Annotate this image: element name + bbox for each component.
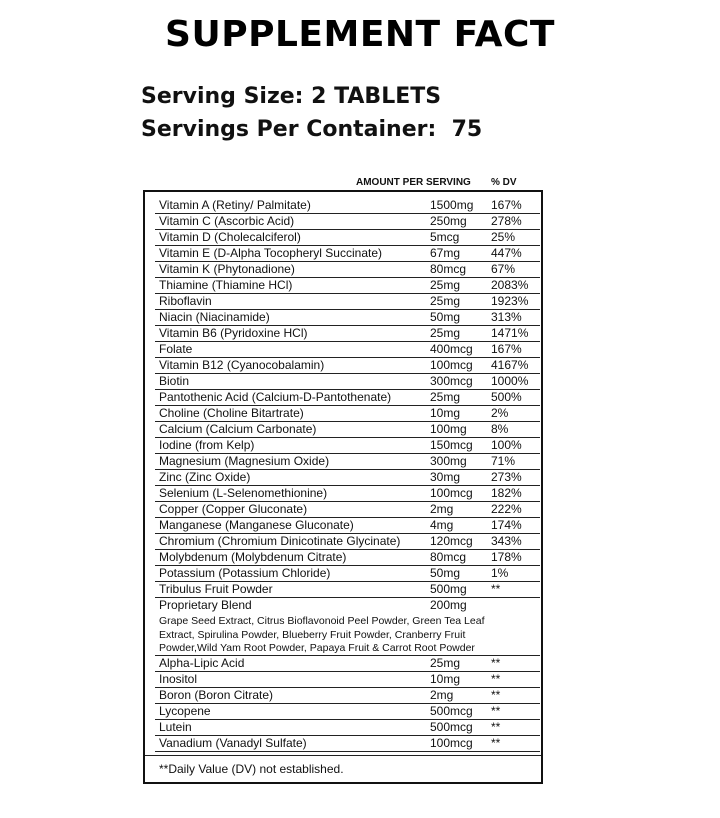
nutrient-amount: 500mg [430, 582, 467, 596]
table-row [155, 406, 540, 422]
daily-value-header: % DV [491, 177, 517, 188]
nutrient-name: Alpha-Lipic Acid [159, 656, 245, 670]
blend-ingredients-line: Grape Seed Extract, Citrus Bioflavonoid Peel Powder, Green Tea Leaf [159, 615, 485, 627]
page-title: SUPPLEMENT FACT [165, 14, 555, 55]
blend-ingredients-line: Powder,Wild Yam Root Powder, Papaya Fruit & Carrot Root Powder [159, 642, 475, 654]
table-row [155, 246, 540, 262]
nutrient-name: Vanadium (Vanadyl Sulfate) [159, 736, 307, 750]
nutrient-name: Vitamin A (Retiny/ Palmitate) [159, 198, 311, 212]
nutrient-amount: 1500mg [430, 198, 474, 212]
nutrient-amount: 30mg [430, 470, 461, 484]
nutrient-amount: 50mg [430, 566, 461, 580]
nutrient-amount: 120mcg [430, 534, 473, 548]
nutrient-name: Pantothenic Acid (Calcium-D-Pantothenate) [159, 390, 392, 404]
nutrient-daily-value: 167% [491, 198, 522, 212]
nutrient-amount: 25mg [430, 656, 461, 670]
nutrient-daily-value: ** [491, 720, 501, 734]
table-row [155, 720, 540, 736]
table-row [155, 566, 540, 582]
nutrient-name: Niacin (Niacinamide) [159, 310, 270, 324]
nutrient-daily-value: ** [491, 672, 501, 686]
nutrient-amount: 67mg [430, 246, 461, 260]
serving-size: Serving Size: 2 TABLETS [141, 84, 442, 109]
nutrient-daily-value: ** [491, 656, 501, 670]
table-row [155, 422, 540, 438]
nutrient-amount: 10mg [430, 406, 461, 420]
table-row [155, 342, 540, 358]
nutrient-amount: 300mcg [430, 374, 473, 388]
table-row [155, 390, 540, 406]
table-row [155, 582, 540, 598]
nutrient-daily-value: ** [491, 704, 501, 718]
table-row [155, 656, 540, 672]
nutrient-amount: 80mcg [430, 262, 467, 276]
nutrient-daily-value: 67% [491, 262, 516, 276]
nutrient-amount: 50mg [430, 310, 461, 324]
table-row [155, 688, 540, 704]
nutrient-amount: 400mcg [430, 342, 473, 356]
nutrient-daily-value: 8% [491, 422, 509, 436]
nutrient-name: Thiamine (Thiamine HCl) [159, 278, 293, 292]
nutrient-amount: 500mcg [430, 720, 473, 734]
nutrient-amount: 4mg [430, 518, 454, 532]
table-row [155, 310, 540, 326]
nutrient-daily-value: ** [491, 688, 501, 702]
nutrient-amount: 250mg [430, 214, 467, 228]
nutrient-name: Manganese (Manganese Gluconate) [159, 518, 354, 532]
nutrient-name: Potassium (Potassium Chloride) [159, 566, 331, 580]
nutrient-name: Vitamin B6 (Pyridoxine HCl) [159, 326, 308, 340]
nutrient-daily-value: 1471% [491, 326, 529, 340]
nutrient-amount: 25mg [430, 294, 461, 308]
table-row [155, 518, 540, 534]
nutrient-name: Magnesium (Magnesium Oxide) [159, 454, 330, 468]
nutrient-daily-value: 1% [491, 566, 509, 580]
table-row [155, 502, 540, 518]
nutrient-name: Choline (Choline Bitartrate) [159, 406, 304, 420]
servings-per-container: Servings Per Container: 75 [141, 117, 483, 142]
table-row [155, 704, 540, 720]
table-row [155, 736, 540, 752]
nutrient-name: Vitamin C (Ascorbic Acid) [159, 214, 295, 228]
amount-per-serving-header: AMOUNT PER SERVING [356, 177, 471, 188]
nutrient-name: Vitamin K (Phytonadione) [159, 262, 295, 276]
nutrient-daily-value: 343% [491, 534, 522, 548]
nutrient-daily-value: 222% [491, 502, 522, 516]
nutrient-daily-value: ** [491, 582, 501, 596]
nutrient-daily-value: 100% [491, 438, 522, 452]
table-row [155, 598, 540, 614]
footer-divider [145, 755, 541, 756]
nutrient-name: Inositol [159, 672, 198, 686]
nutrient-name: Boron (Boron Citrate) [159, 688, 274, 702]
nutrient-daily-value: ** [491, 736, 501, 750]
nutrient-daily-value: 1923% [491, 294, 529, 308]
nutrient-name: Vitamin D (Cholecalciferol) [159, 230, 301, 244]
blend-ingredients-line: Extract, Spirulina Powder, Blueberry Fruit Powder, Cranberry Fruit [159, 628, 466, 641]
nutrient-amount: 100mcg [430, 486, 473, 500]
table-row [155, 470, 540, 486]
table-row [155, 374, 540, 390]
table-row [155, 278, 540, 294]
nutrient-daily-value: 500% [491, 390, 522, 404]
nutrient-amount: 500mcg [430, 704, 473, 718]
footnote: **Daily Value (DV) not established. [159, 762, 344, 776]
nutrient-name: Zinc (Zinc Oxide) [159, 470, 251, 484]
nutrient-amount: 5mcg [430, 230, 460, 244]
nutrient-daily-value: 167% [491, 342, 522, 356]
table-row [155, 454, 540, 470]
nutrient-amount: 25mg [430, 326, 461, 340]
nutrient-name: Molybdenum (Molybdenum Citrate) [159, 550, 347, 564]
nutrient-amount: 150mcg [430, 438, 473, 452]
nutrient-daily-value: 1000% [491, 374, 529, 388]
facts-table [155, 198, 540, 752]
nutrient-name: Biotin [159, 374, 190, 388]
nutrient-name: Selenium (L-Selenomethionine) [159, 486, 328, 500]
nutrient-amount: 200mg [430, 598, 467, 612]
nutrient-daily-value: 174% [491, 518, 522, 532]
table-row [155, 486, 540, 502]
blend-ingredients [155, 614, 540, 656]
table-row [155, 198, 540, 214]
table-row [155, 358, 540, 374]
nutrient-daily-value: 273% [491, 470, 522, 484]
nutrient-daily-value: 2% [491, 406, 509, 420]
nutrient-daily-value: 313% [491, 310, 522, 324]
nutrient-name: Vitamin E (D-Alpha Tocopheryl Succinate) [159, 246, 382, 260]
nutrient-amount: 80mcg [430, 550, 467, 564]
table-row [155, 214, 540, 230]
nutrient-amount: 2mg [430, 688, 454, 702]
table-row [155, 230, 540, 246]
table-row [155, 294, 540, 310]
nutrient-name: Lutein [159, 720, 192, 734]
nutrient-name: Vitamin B12 (Cyanocobalamin) [159, 358, 325, 372]
nutrient-daily-value: 2083% [491, 278, 529, 292]
nutrient-amount: 100mg [430, 422, 467, 436]
nutrient-name: Iodine (from Kelp) [159, 438, 255, 452]
nutrient-amount: 2mg [430, 502, 454, 516]
nutrient-name: Lycopene [159, 704, 211, 718]
nutrient-name: Riboflavin [159, 294, 212, 308]
nutrient-amount: 100mcg [430, 736, 473, 750]
table-row [155, 326, 540, 342]
nutrient-daily-value: 447% [491, 246, 522, 260]
nutrient-daily-value: 25% [491, 230, 516, 244]
table-row [155, 672, 540, 688]
table-row [155, 550, 540, 566]
table-row [155, 534, 540, 550]
nutrient-name: Folate [159, 342, 193, 356]
nutrient-amount: 100mcg [430, 358, 473, 372]
table-row [155, 438, 540, 454]
nutrient-daily-value: 182% [491, 486, 522, 500]
nutrient-amount: 25mg [430, 278, 461, 292]
supplement-facts-panel [143, 190, 543, 784]
nutrient-name: Tribulus Fruit Powder [159, 582, 273, 596]
nutrient-amount: 300mg [430, 454, 467, 468]
nutrient-daily-value: 4167% [491, 358, 529, 372]
table-row [155, 262, 540, 278]
nutrient-amount: 25mg [430, 390, 461, 404]
nutrient-daily-value: 278% [491, 214, 522, 228]
nutrient-daily-value: 178% [491, 550, 522, 564]
nutrient-daily-value: 71% [491, 454, 516, 468]
nutrient-name: Copper (Copper Gluconate) [159, 502, 308, 516]
nutrient-name: Chromium (Chromium Dinicotinate Glycinate) [159, 534, 401, 548]
nutrient-name: Proprietary Blend [159, 598, 252, 612]
nutrient-name: Calcium (Calcium Carbonate) [159, 422, 317, 436]
nutrient-amount: 10mg [430, 672, 461, 686]
